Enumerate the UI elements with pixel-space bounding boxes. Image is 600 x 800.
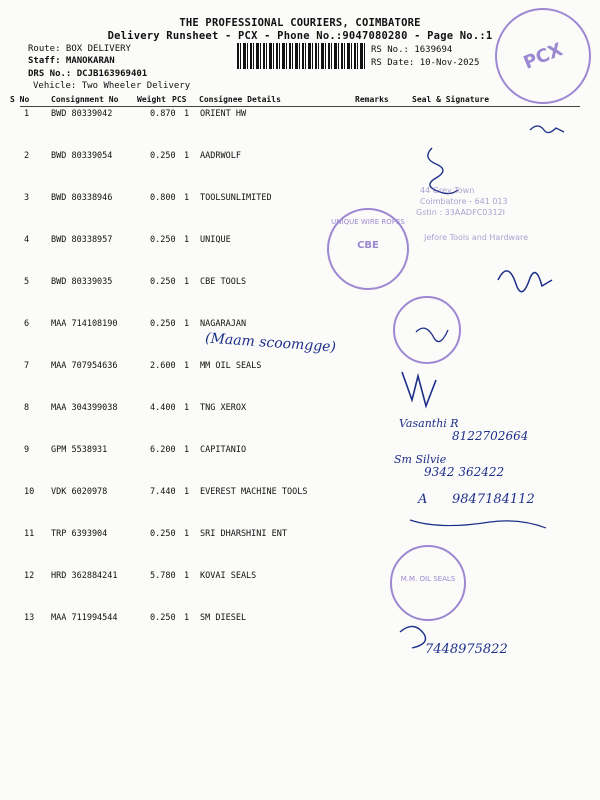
col-pcs: PCS <box>172 95 187 104</box>
address-stamp <box>398 185 528 243</box>
row9-phone: 9342 362422 <box>424 465 505 479</box>
col-seal: Seal & Signature <box>412 95 490 104</box>
barcode <box>237 43 367 69</box>
row-name: EVEREST MACHINE TOOLS <box>200 487 308 497</box>
row-name: AADRWOLF <box>200 151 241 161</box>
col-remarks: Remarks <box>355 95 389 104</box>
row-pcs: 1 <box>184 445 190 455</box>
row-pcs: 1 <box>184 487 190 497</box>
mm-oil-seals-stamp <box>390 545 466 621</box>
row6-note: (Maam scoomgge) <box>204 330 337 356</box>
row-cons: MAA 711994544 <box>51 613 118 623</box>
unique-stamp <box>327 208 409 290</box>
row-cons: MAA 707954636 <box>51 361 118 371</box>
row-wt: 7.440 <box>150 487 176 497</box>
col-sno: S No <box>10 95 30 104</box>
col-consignment: Consignment No <box>51 95 119 104</box>
staff-label: Staff: MANOKARAN <box>28 56 115 66</box>
row-pcs: 1 <box>184 613 190 623</box>
row-pcs: 1 <box>184 235 190 245</box>
row-sno: 4 <box>24 235 30 245</box>
row-wt: 0.250 <box>150 613 176 623</box>
rs-number: RS No.: 1639694 <box>371 45 453 55</box>
row-name: SM DIESEL <box>200 613 247 623</box>
row-cons: MAA 714108190 <box>51 319 118 329</box>
row-sno: 7 <box>24 361 30 371</box>
row9-name: Sm Silvie <box>394 453 447 466</box>
row-name: TNG XEROX <box>200 403 247 413</box>
row-sno: 10 <box>24 487 35 497</box>
unique-stamp-text: UNIQUE WIRE ROPES <box>331 218 405 226</box>
route-label: Route: BOX DELIVERY <box>28 44 131 54</box>
row-name: NAGARAJAN <box>200 319 247 329</box>
row-sno: 3 <box>24 193 30 203</box>
row5-signature <box>498 271 552 292</box>
row-sno: 12 <box>24 571 35 581</box>
vehicle-label: Vehicle: Two Wheeler Delivery <box>33 81 191 91</box>
cbe-stamp-text: CBE <box>357 240 379 251</box>
row-wt: 0.870 <box>150 109 176 119</box>
stamp-address-1: 44 Grey Town <box>420 186 475 195</box>
row-sno: 1 <box>24 109 30 119</box>
row-wt: 0.250 <box>150 235 176 245</box>
cbe-round-stamp <box>393 296 461 364</box>
row-pcs: 1 <box>184 277 190 287</box>
row10-phone: 9847184112 <box>452 492 535 507</box>
row-wt: 0.800 <box>150 193 176 203</box>
stamp-jefore: Jefore Tools and Hardware <box>424 233 529 242</box>
row10-signature: A <box>418 492 428 507</box>
row-name: SRI DHARSHINI ENT <box>200 529 287 539</box>
mm-stamp-text: M.M. OIL SEALS <box>400 575 456 583</box>
row-pcs: 1 <box>184 193 190 203</box>
row13-signature <box>400 626 426 648</box>
row-pcs: 1 <box>184 361 190 371</box>
row1-signature <box>530 126 564 133</box>
row-cons: HRD 362884241 <box>51 571 118 581</box>
row8-name: Vasanthi R <box>399 417 459 430</box>
row-cons: BWD 80339035 <box>51 277 113 287</box>
row-cons: TRP 6393904 <box>51 529 108 539</box>
row-cons: BWD 80339054 <box>51 151 113 161</box>
row-sno: 6 <box>24 319 30 329</box>
row-name: CAPITANIO <box>200 445 247 455</box>
row-wt: 0.250 <box>150 529 176 539</box>
row-name: CBE TOOLS <box>200 277 247 287</box>
row-name: UNIQUE <box>200 235 231 245</box>
row-sno: 11 <box>24 529 35 539</box>
row-pcs: 1 <box>184 319 190 329</box>
row-wt: 2.600 <box>150 361 176 371</box>
row-pcs: 1 <box>184 403 190 413</box>
row13-phone: 7448975822 <box>425 642 508 657</box>
runsheet-title: Delivery Runsheet - PCX - Phone No.:9047080280 - Page No.:1 <box>107 30 493 42</box>
row-name: MM OIL SEALS <box>200 361 262 371</box>
row-sno: 13 <box>24 613 35 623</box>
row-sno: 9 <box>24 445 30 455</box>
row-cons: BWD 80338957 <box>51 235 113 245</box>
row11-signature <box>410 520 546 528</box>
rs-date: RS Date: 10-Nov-2025 <box>371 58 480 68</box>
row-name: ORIENT HW <box>200 109 247 119</box>
row-cons: VDK 6020978 <box>51 487 108 497</box>
company-title: THE PROFESSIONAL COURIERS, COIMBATORE <box>179 17 421 29</box>
row-pcs: 1 <box>184 109 190 119</box>
row-wt: 6.200 <box>150 445 176 455</box>
row-cons: BWD 80339042 <box>51 109 113 119</box>
row-wt: 4.400 <box>150 403 176 413</box>
row-name: TOOLSUNLIMITED <box>200 193 272 203</box>
row-sno: 2 <box>24 151 30 161</box>
row7-signature <box>402 372 436 406</box>
row-wt: 5.780 <box>150 571 176 581</box>
row-cons: MAA 304399038 <box>51 403 118 413</box>
row-pcs: 1 <box>184 571 190 581</box>
drs-number: DRS No.: DCJB163969401 <box>28 69 148 79</box>
row-cons: GPM 5538931 <box>51 445 108 455</box>
col-weight: Weight <box>137 95 166 104</box>
col-consignee: Consignee Details <box>199 95 281 104</box>
row-sno: 5 <box>24 277 30 287</box>
row-pcs: 1 <box>184 151 190 161</box>
row-wt: 0.250 <box>150 277 176 287</box>
row-pcs: 1 <box>184 529 190 539</box>
row-name: KOVAI SEALS <box>200 571 257 581</box>
row8-phone: 8122702664 <box>452 429 529 443</box>
row-cons: BWD 80338946 <box>51 193 113 203</box>
row-sno: 8 <box>24 403 30 413</box>
row-wt: 0.250 <box>150 151 176 161</box>
stamp-gstin: Gstin : 33AADFC0312I <box>416 208 505 217</box>
pcx-stamp-text: PCX <box>520 38 566 74</box>
stamp-address-2: Coimbatore - 641 013 <box>420 197 508 206</box>
row-wt: 0.250 <box>150 319 176 329</box>
